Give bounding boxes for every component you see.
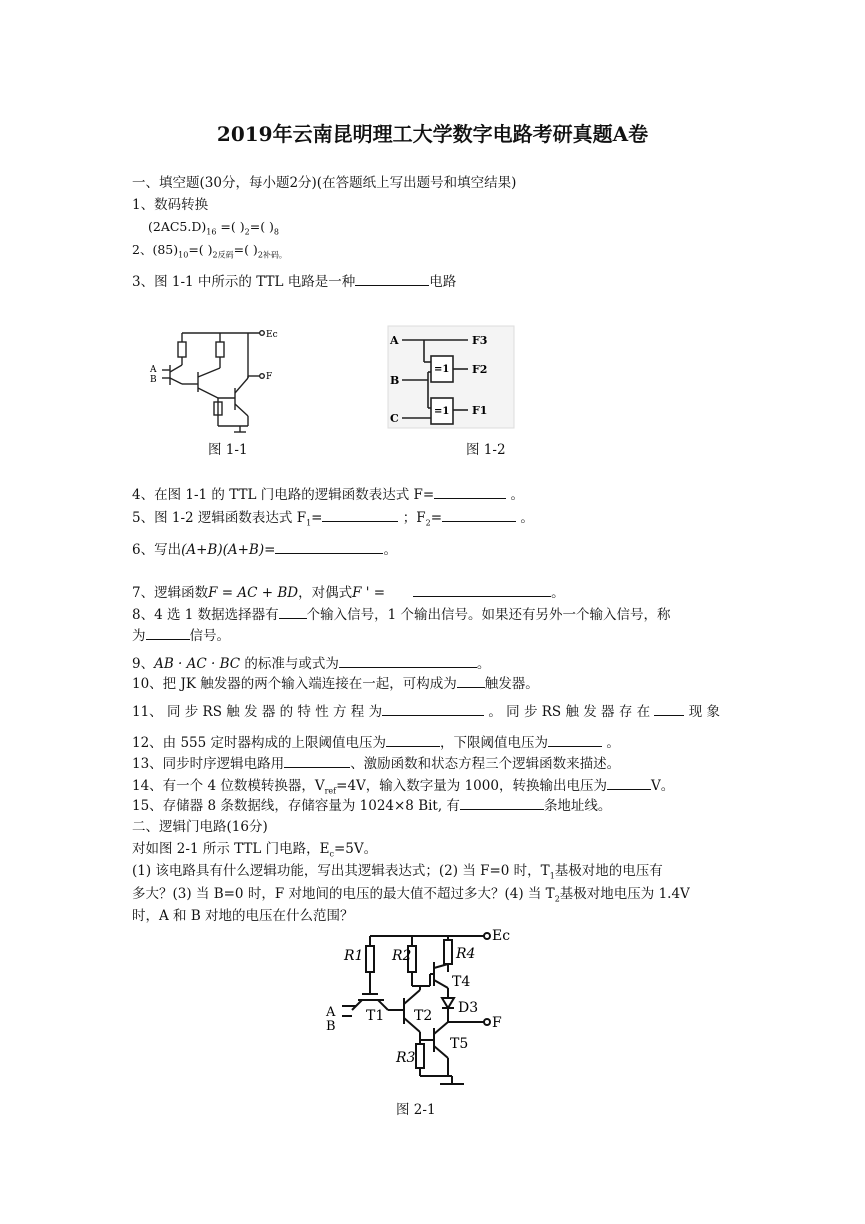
q7: 7、逻辑函数F = AC + BD，对偶式F ' = 。 — [132, 585, 565, 601]
sec2-question-line3: 时，A 和 B 对地的电压在什么范围？ — [132, 908, 354, 924]
q3: 3、图 1-1 中所示的 TTL 电路是一种 电路 — [132, 274, 457, 290]
fig12-f2-label: F2 — [472, 363, 488, 376]
q11: 11、 同 步 RS 触 发 器 的 特 性 方 程 为 。 同 步 RS 触 发 器 存 在 现 象 — [132, 704, 721, 720]
fig12-a-label: A — [390, 334, 399, 347]
q8-line1: 8、4 选 1 数据选择器有 个输入信号，1 个输出信号。如果还有另外一个输入信号，称 — [132, 607, 671, 623]
q8-line2: 为 信号。 — [132, 628, 230, 644]
q15: 15、存储器 8 条数据线，存储容量为 1024×8 Bit, 有 条地址线。 — [132, 798, 612, 814]
sec2-question-line1: (1) 该电路具有什么逻辑功能，写出其逻辑表达式；(2) 当 F=0 时，$T_1$基极对地的电压有 — [132, 863, 663, 881]
fig21-t4-label: T4 — [452, 974, 471, 990]
q9: 9、AB · AC · BC 的标准与或式为 。 — [132, 656, 491, 672]
q10: 10、把 JK 触发器的两个输入端连接在一起，可构成为 触发器。 — [132, 676, 539, 692]
fig12-f1-label: F1 — [472, 404, 488, 417]
fig11-f-label: F — [266, 372, 273, 382]
q13: 13、同步时序逻辑电路用 、激励函数和状态方程三个逻辑函数来描述。 — [132, 756, 621, 772]
fig21-ec-label: Ec — [492, 928, 511, 944]
fig11-b-label: B — [150, 375, 157, 385]
fig12-b-label: B — [390, 374, 400, 387]
fig11-ec-label: Ec — [266, 330, 278, 340]
fig21-f-label: F — [492, 1015, 502, 1031]
fig21-t5-label: T5 — [450, 1036, 469, 1052]
page-title: 2019年云南昆明理工大学数字电路考研真题A卷 — [216, 122, 649, 146]
fig12-c-label: C — [390, 412, 399, 425]
q1-expression: $(2AC5.D)_{16}$ =( )$_2=$( )$_8$ — [148, 219, 280, 237]
q1-label: 1、数码转换 — [132, 197, 209, 213]
figure-1-2-caption: 图 1-2 — [466, 442, 506, 458]
fig21-b-label: B — [326, 1019, 336, 1034]
sec2-intro: 对如图 2-1 所示 TTL 门电路，$E_c=5V$。 — [132, 841, 378, 859]
fig21-r2-label: R2 — [392, 948, 412, 964]
fig21-d3-label: D3 — [458, 1000, 479, 1016]
sec2-question-line2: 多大？(3) 当 B=0 时，F 对地间的电压的最大值不超过多大？(4) 当 $T_2$基极对地电压为 1.4V — [132, 886, 690, 904]
fig21-r4-label: R4 — [456, 946, 476, 962]
q14: 14、有一个 4 位数模转换器，$V_{ref}=4V$，输入数字量为 1000，转换输出电压为 V。 — [132, 778, 675, 796]
section1-heading: 一、填空题(30分，每小题2分)(在答题纸上写出题号和填空结果) — [132, 175, 517, 191]
q6: 6、写出(A+B)(A+B)= 。 — [132, 542, 397, 558]
fig21-t1-label: T1 — [366, 1008, 385, 1024]
fig12-gate1-label: =1 — [434, 364, 450, 375]
fig11-a-label: A — [150, 365, 157, 375]
q12: 12、由 555 定时器构成的上限阈值电压为 ，下限阈值电压为 。 — [132, 735, 620, 751]
figure-1-2 — [388, 326, 514, 428]
figure-1-1 — [140, 320, 280, 435]
fig21-r3-label: R3 — [396, 1050, 416, 1066]
fig12-gate2-label: =1 — [434, 406, 450, 417]
figure-1-1-caption: 图 1-1 — [208, 442, 248, 458]
fig21-r1-label: R1 — [344, 948, 364, 964]
section2-heading: 二、逻辑门电路(16分) — [132, 819, 268, 835]
fig21-a-label: A — [326, 1005, 336, 1020]
figure-2-1-caption: 图 2-1 — [396, 1102, 436, 1118]
fig21-t2-label: T2 — [414, 1008, 433, 1024]
q2: 2、$(85)_{10}=$( )$_{2反码}=$( )$_{2补码。}$ — [132, 242, 287, 260]
q4: 4、在图 1-1 的 TTL 门电路的逻辑函数表达式 F= 。 — [132, 487, 524, 503]
figure-2-1 — [322, 924, 522, 1094]
q5: 5、图 1-2 逻辑函数表达式 $F_1=$ ；$F_2=$ 。 — [132, 510, 534, 528]
fig12-f3-label: F3 — [472, 334, 488, 347]
